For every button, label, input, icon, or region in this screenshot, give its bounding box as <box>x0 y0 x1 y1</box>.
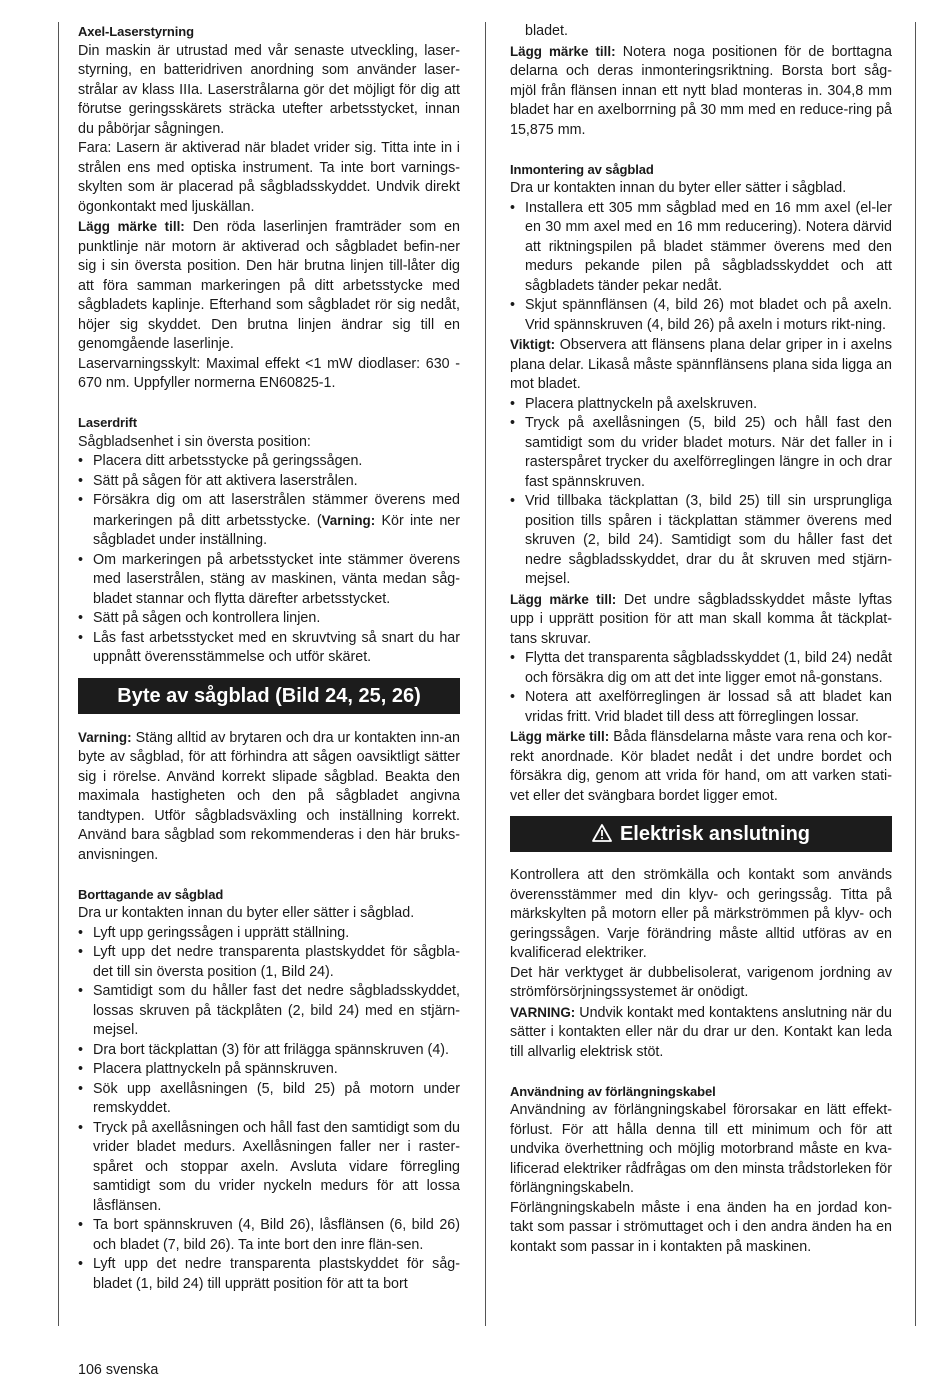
forlangningskabel-paragraph-2: Förlängningskabeln måste i ena änden ha en jordad kon-takt som passar i strömuttaget och i den andra änden ha en kontakt som passar in i kontakten på maskinen. <box>510 1199 892 1255</box>
axel-laserstyrning-heading: Axel-Laserstyrning <box>78 24 194 39</box>
note-text: Notera noga positionen för de borttagna delarna och deras inmonteringsriktning. Borsta bort såg-mjöl från flänsen innan ett nytt blad monteras in. 304,8 mm bladet har en axelborrning på 30 mm med en reduce-ring på 15,875 mm. <box>510 43 892 138</box>
note-flansdelar <box>510 727 892 806</box>
list-item-text: Kör inte ner sågbladet under inställning. <box>93 512 461 548</box>
list-item: • Tryck på axellåsningen och håll fast den samtidigt som du vrider bladet medurs. Axellåsningen faller ner i raster-spåret och stoppar axeln. Avsluta vidare förregling samtidigt som du vrider nyckeln medurs för att lossa låsflänsen. <box>78 1119 460 1217</box>
list-item: • Placera ditt arbetsstycke på geringssågen. <box>78 452 460 472</box>
viktigt-note <box>510 335 892 395</box>
page-footer: 106 svenska <box>78 1362 159 1378</box>
column-rule-middle <box>485 22 486 1326</box>
laserdrift-intro: Sågbladsenhet i sin översta position: <box>78 433 311 450</box>
list-item: • Sök upp axellåsningen (5, bild 25) på motorn under remskyddet. <box>78 1080 460 1119</box>
inmontering-intro: Dra ur kontakten innan du byter eller sätter i sågblad. <box>510 180 847 196</box>
list-item-text: Försäkra dig om att laserstrålen stämmer överens med markeringen på ditt arbetsstycke. ( <box>93 492 460 529</box>
left-column <box>78 22 460 1294</box>
borttagande-intro: Dra ur kontakten innan du byter eller sätter i sågblad. <box>78 905 415 921</box>
list-item: • Lås fast arbetsstycket med en skruvtving så snart du har uppnått överensstämmelse och utför skäret. <box>78 629 460 668</box>
elektrisk-paragraph-1: Kontrollera att den strömkälla och kontakt som används överensstämmer med din klyv- och geringssåg. Titta på märkskylten på motorn eller på märkströmmen på klyv- och geringssågen. Varje förändring måste alltid utföras av en kvalificerad elektriker. <box>510 867 892 961</box>
list-item: • Sätt på sågen för att aktivera laserstrålen. <box>78 472 460 492</box>
borttagande-heading: Borttagande av sågblad <box>78 886 224 902</box>
list-item: • Placera plattnyckeln på spännskruven. <box>78 1060 460 1080</box>
list-item: • Skjut spännflänsen (4, bild 26) mot bladet och på axeln. Vrid spännskruven (4, bild 26) på axeln i moturs rikt-ning. <box>510 296 892 335</box>
elektrisk-paragraph-2: Det här verktyget är dubbelisolerat, varigenom jordning av strömförsörjningssystemet är onödigt. <box>510 964 892 1000</box>
section-banner-elektrisk-anslutning <box>510 816 892 852</box>
inmontering-list-1 <box>510 199 892 336</box>
note-text: Det undre sågbladsskyddet måste lyftas upp i upprätt position för att man skall komma åt täckplat-tans skruvar. <box>510 591 892 647</box>
warning-text: Stäng alltid av brytaren och dra ur kontakten inn-an byte av sågblad, för att förhindra att sågen oavsiktligt sätter sig i rörelse. Använd korrekt slipade sågblad. Beakta den maximala hastigheten och den på sågbladet angivna tandtypen. Utför sågbladsväxling och inställning korrekt. Använd bara sågblad som rekommenderas i den här bruks-anvisningen. <box>78 729 460 863</box>
warning-label: Varning: <box>78 729 132 745</box>
list-item: • Lyft upp geringssågen i upprätt ställning. <box>78 924 460 944</box>
axel-paragraph-2: Fara: Lasern är aktiverad när bladet vrider sig. Titta inte in i strålen ens med optiska instrument. Ta inte bort varnings-skylten som är placerad på sågbladsskyddet. Undvik direkt ögonkontakt med ljuskällan. <box>78 140 460 215</box>
list-item: • Ta bort spännskruven (4, Bild 26), låsflänsen (6, bild 26) och bladet (7, bild 26). Ta inte bort den inre flän-sen. <box>78 1216 460 1255</box>
axel-paragraph-3: Laservarningsskylt: Maximal effekt <1 mW diodlaser: 630 - 670 nm. Uppfyller normerna EN60825-1. <box>78 355 460 391</box>
inmontering-list-3 <box>510 649 892 727</box>
list-item: • Flytta det transparenta sågbladsskyddet (1, bild 24) nedåt och försäkra dig om att det inte ligger emot nå-gonstans. <box>510 649 892 688</box>
forlangningskabel-paragraph-1: Användning av förlängningskabel förorsakar en lätt effekt-förlust. För att hålla denna till ett minimum och för att undvika överhettning och möjlig motorbrand måste en kva-lificerad elektriker rådfrågas om den minsta trådstorleken för förlängningskabeln. <box>510 1102 892 1196</box>
list-item: • Notera att axelförreglingen är lossad så att bladet kan vridas fritt. Vrid bladet till dess att förreglingen lossar. <box>510 688 892 727</box>
column-rule-right <box>915 22 916 1326</box>
important-text: Observera att flänsens plana delar griper in i axelns plana delar. Likaså måste spännflänsens plana sida ligga an mot bladet. <box>510 337 892 392</box>
list-item: • Sätt på sågen och kontrollera linjen. <box>78 609 460 629</box>
list-item: • Om markeringen på arbetsstycket inte stämmer överens med laserstrålen, stäng av maskinen, vänta medan såg-bladet stannar och flytta därefter arbetsstycket. <box>78 551 460 610</box>
list-item: • Dra bort täckplattan (3) för att frilägga spännskruven (4). <box>78 1041 460 1061</box>
list-item: • Tryck på axellåsningen (5, bild 25) och håll fast den samtidigt som du vrider bladet moturs. När det faller in i rasterspåret trycker du axelförreglingen längre in och drar fast spännskruven. <box>510 414 892 492</box>
note-undre-skydd <box>510 590 892 650</box>
note-text: Den röda laserlinjen framträder som en punktlinje när motorn är aktiverad och sågbladet befin-ner sig i sin översta position. Den här brutna linjen till-låter dig att föra samman markeringen på ditt arbetsstycke med sågbladets kaplinje. Efterhand som sågbladet rör sig nedåt, höjer sig skyddet. Den brutna linjen ändrar sig till en genomgående laserlinje. <box>78 219 460 352</box>
elektrisk-warning <box>510 1003 892 1063</box>
list-item: • Samtidigt som du håller fast det nedre sågbladsskyddet, lossas skruven på täckplåten (2, bild 24) med en stjärn-mejsel. <box>78 982 460 1041</box>
note-text: Båda flänsdelarna måste vara rena och kor-rekt anordnade. Kör bladet nedåt i det undre bordet och försäkra dig, genom att vrida för hand, om att varken stati-vet eller det svängbara bordet ligger emot. <box>510 729 892 804</box>
laserdrift-heading: Laserdrift <box>78 415 137 430</box>
inmontering-list-2 <box>510 395 892 590</box>
laserdrift-list <box>78 452 460 668</box>
list-item: • Placera plattnyckeln på axelskruven. <box>510 395 892 415</box>
warning-label: VARNING: <box>510 1004 576 1020</box>
warning-triangle-icon <box>592 816 612 852</box>
list-item: • Vrid tillbaka täckplattan (3, bild 25) till sin ursprungliga position tills spåren i täckplattan stämmer överens med skruven (2, bild 24). Samtidigt som du håller fast det nedre sågbladsskyddet, drar du åt skruven med stjärn-mejsel. <box>510 492 892 590</box>
note-label: Lägg märke till: <box>510 43 616 59</box>
banner-title: Elektrisk anslutning <box>619 823 811 845</box>
note-borttagna-delar <box>510 42 892 141</box>
forlangningskabel-heading: Användning av förlängningskabel <box>510 1083 716 1099</box>
axel-paragraph-1: Din maskin är utrustad med vår senaste utveckling, laser-styrning, en batteridriven anordning som använder laser-strålar av klass IIIa. Laserstrålarna gör det möjligt för dig att förutse geringsskärets sträcka utefter arbetsstycket, innan du påbörjar sågningen. <box>78 42 460 137</box>
inmontering-heading: Inmontering av sågblad <box>510 161 654 177</box>
note-label: Lägg märke till: <box>78 219 185 234</box>
byte-warning <box>78 728 460 866</box>
continued-text: bladet. <box>525 23 568 39</box>
right-column <box>510 22 892 1257</box>
column-rule-left <box>58 22 59 1326</box>
note-label: Lägg märke till: <box>510 591 617 607</box>
list-item <box>78 491 460 551</box>
list-item: • Installera ett 305 mm sågblad med en 16 mm axel (el-ler en 30 mm axel med en 16 mm reducering). Notera därvid att riktningspilen på bladet stämmer överens med den medurs pekande pilen på sågbladsskyddet och att sågbladets tänder pekar nedåt. <box>510 199 892 297</box>
important-label: Viktigt: <box>510 337 556 352</box>
section-banner-byte-av-sagblad: Byte av sågblad (Bild 24, 25, 26) <box>78 678 460 714</box>
note-label: Lägg märke till: <box>510 729 610 744</box>
list-item: • Lyft upp det nedre transparenta plastskyddet för sågbla-det till sin översta position (1, Bild 24). <box>78 943 460 982</box>
warning-text: Undvik kontakt med kontaktens anslutning när du sätter i kontakten eller när du drar ur den. Kontakt kan leda till allvarlig elektrisk stöt. <box>510 1004 892 1060</box>
warning-label: Varning: <box>321 512 376 528</box>
axel-note <box>78 217 460 355</box>
list-item: • Lyft upp det nedre transparenta plastskyddet för såg-bladet (1, bild 24) till upprätt position för att ta bort <box>78 1255 460 1294</box>
borttagande-list <box>78 924 460 1295</box>
